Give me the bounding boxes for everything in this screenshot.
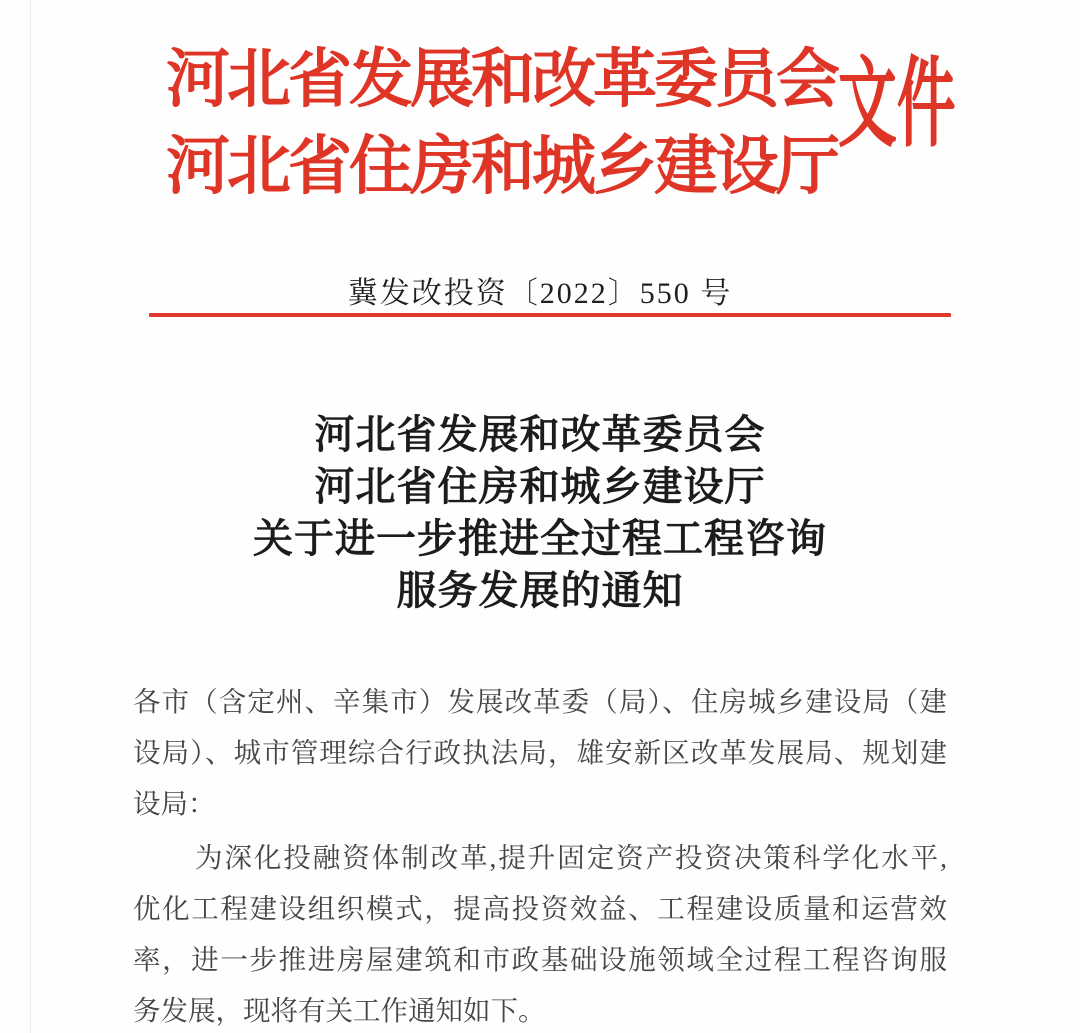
letterhead-org-line-1: 河北省发展和改革委员会 [166, 44, 837, 115]
document-body [133, 676, 947, 1033]
body-line: 优化工程建设组织模式，提高投资效益、工程建设质量和运营效 [133, 893, 947, 924]
title-line-3: 关于进一步推进全过程工程咨询 [253, 516, 827, 561]
intro-paragraph [133, 832, 947, 1033]
body-line: 率，进一步推进房屋建筑和市政基础设施领域全过程工程咨询服 [133, 944, 947, 975]
letterhead-document-word: 文件 [838, 51, 956, 159]
title-line-2: 河北省住房和城乡建设厅 [314, 464, 766, 509]
addressee-paragraph [133, 676, 947, 829]
letterhead-issuing-orgs [166, 36, 842, 210]
body-line: 务发展，现将有关工作通知如下。 [133, 995, 546, 1026]
letterhead-org-line-2: 河北省住房和城乡建设厅 [166, 131, 837, 202]
body-line: 为深化投融资体制改革,提升固定资产投资决策科学化水平, [195, 842, 947, 873]
title-line-4: 服务发展的通知 [396, 568, 684, 613]
title-line-1: 河北省发展和改革委员会 [314, 412, 766, 457]
body-line: 设局）、城市管理综合行政执法局，雄安新区改革发展局、规划建 [133, 737, 947, 768]
document-title [0, 409, 1080, 617]
body-line: 各市（含定州、辛集市）发展改革委（局）、住房城乡建设局（建 [133, 686, 947, 717]
body-line: 设局： [133, 788, 216, 819]
document-number: 冀发改投资〔2022〕550 号 [347, 277, 733, 310]
red-divider-line [149, 313, 951, 317]
